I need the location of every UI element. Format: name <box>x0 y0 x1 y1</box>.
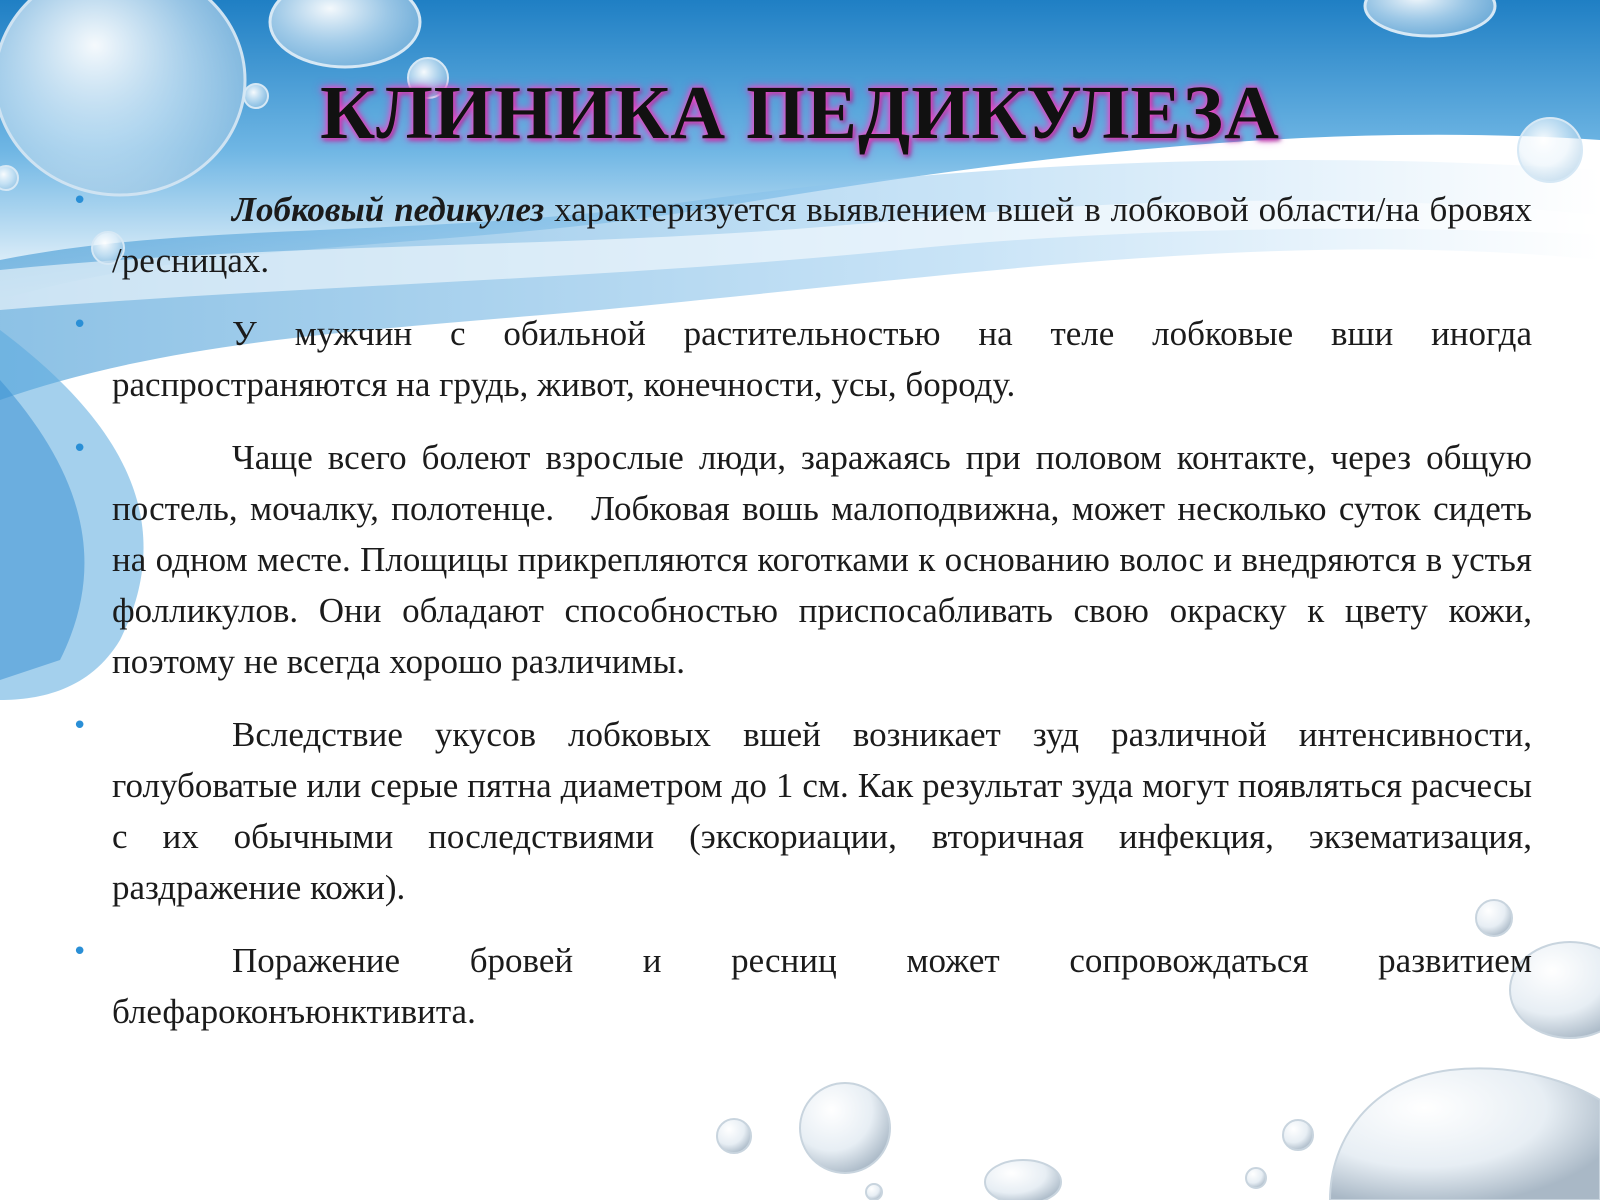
bullet-icon: • <box>72 937 88 967</box>
bullet-body: Чаще всего болеют взрослые люди, заражаясь при половом контакте, через общую постель, мочалку, полотенце. Лобковая вошь малоподвижна, может несколько суток сидеть на одном месте. Площицы прикрепляются коготками к основанию волос и внедряются в устья фолликулов. Они обладают способностью приспосабливать свою окраску к цвету кожи, поэтому не всегда хорошо различимы. <box>112 438 1541 681</box>
bullet-body: Вследствие укусов лобковых вшей возникает зуд различной интенсивности, голубоватые или серые пятна диаметром до 1 см. Как результат зуда могут появляться расчесы с их обычными последствиями (экскориации, вторичная инфекция, экзематизация, раздражение кожи). <box>112 715 1532 907</box>
bullet-icon: • <box>72 310 88 340</box>
bullet-item <box>72 709 1532 913</box>
bullet-text <box>112 308 1532 410</box>
slide-title: КЛИНИКА ПЕДИКУЛЕЗА <box>320 71 1280 155</box>
bullet-list <box>72 184 1541 1059</box>
bullet-text <box>112 709 1532 913</box>
bullet-icon: • <box>72 434 88 464</box>
bullet-text <box>112 935 1532 1037</box>
bullet-body: У мужчин с обильной растительностью на теле лобковые вши иногда распространяются на грудь, живот, конечности, усы, бороду. <box>112 314 1532 404</box>
bullet-icon: • <box>72 186 88 216</box>
bullet-item <box>72 432 1541 687</box>
bullet-item <box>72 935 1532 1037</box>
bullet-item <box>72 308 1532 410</box>
bullet-body: Поражение бровей и ресниц может сопровождаться развитием блефароконъюнктивита. <box>112 941 1532 1031</box>
bullet-body: характеризуется выявлением вшей в лобковой области/на бровях /ресницах. <box>112 190 1532 280</box>
bullet-text <box>112 184 1532 286</box>
bullet-icon: • <box>72 711 88 741</box>
bullet-text <box>112 432 1541 687</box>
bullet-emphasis: Лобковый педикулез <box>232 190 545 229</box>
bullet-item <box>72 184 1532 286</box>
